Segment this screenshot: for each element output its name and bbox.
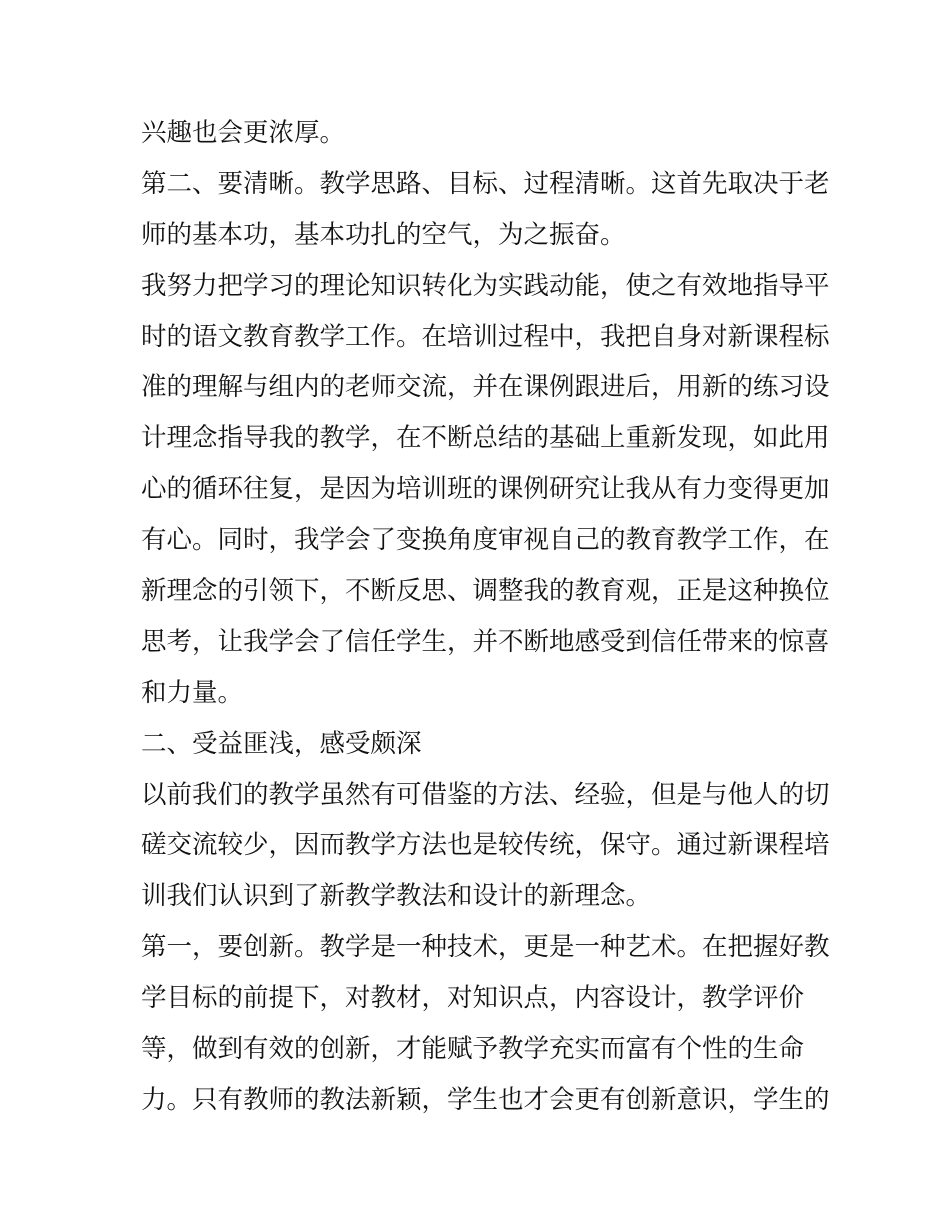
section-heading: 二、受益匪浅，感受颇深	[141, 728, 422, 759]
text-line: 兴趣也会更浓厚。	[141, 118, 346, 148]
text-line: 训我们认识到了新教学教法和设计的新理念。	[141, 881, 652, 912]
text-line: 时的语文教育教学工作。在培训过程中，我把自身对新课程标	[141, 321, 830, 352]
text-line: 有心。同时，我学会了变换角度审视自己的教育教学工作，在	[141, 525, 830, 556]
text-line: 等，做到有效的创新，才能赋予教学充实而富有个性的生命	[141, 1034, 805, 1065]
document-body	[141, 108, 830, 1126]
text-line: 磋交流较少，因而教学方法也是较传统，保守。通过新课程培	[141, 830, 830, 861]
text-line: 师的基本功，基本功扎的空气，为之振奋。	[141, 219, 626, 250]
text-line: 计理念指导我的教学，在不断总结的基础上重新发现，如此用	[141, 423, 830, 454]
text-line: 我努力把学习的理论知识转化为实践动能，使之有效地指导平	[141, 270, 830, 301]
text-line: 和力量。	[141, 677, 244, 708]
text-line: 以前我们的教学虽然有可借鉴的方法、经验，但是与他人的切	[141, 779, 830, 810]
text-line: 第二、要清晰。教学思路、目标、过程清晰。这首先取决于老	[141, 168, 830, 199]
text-line: 第一，要创新。教学是一种技术，更是一种艺术。在把握好教	[141, 932, 830, 963]
text-line: 思考，让我学会了信任学生，并不断地感受到信任带来的惊喜	[141, 626, 830, 657]
text-line: 学目标的前提下，对教材，对知识点，内容设计，教学评价	[141, 983, 805, 1014]
text-line: 力。只有教师的教法新颖，学生也才会更有创新意识，学生的	[141, 1084, 830, 1115]
text-line: 新理念的引领下，不断反思、调整我的教育观，正是这种换位	[141, 576, 830, 607]
text-line: 心的循环往复，是因为培训班的课例研究让我从有力变得更加	[141, 474, 830, 505]
text-line: 准的理解与组内的老师交流，并在课例跟进后，用新的练习设	[141, 372, 830, 403]
